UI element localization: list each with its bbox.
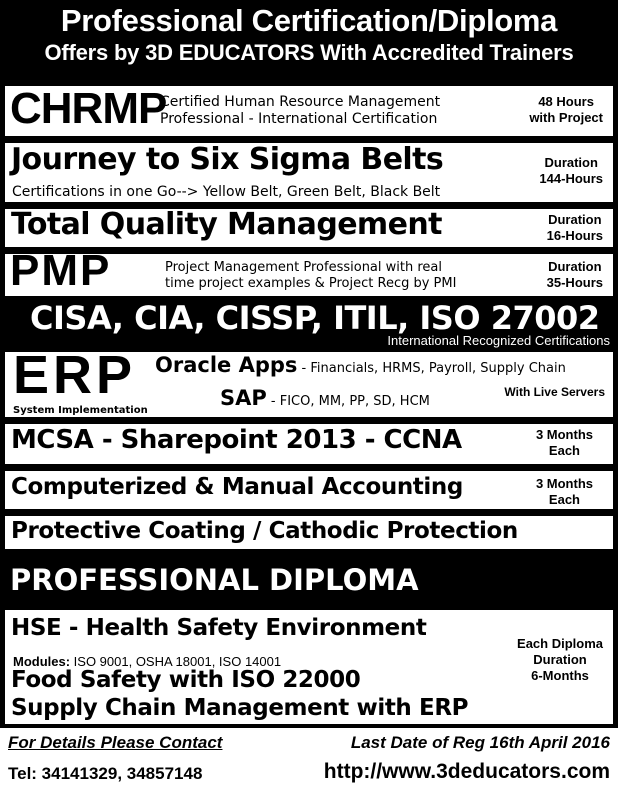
pmp-desc-line2: time project examples & Project Recg by PMI — [165, 276, 457, 291]
chrmp-desc-line1: Certified Human Resource Management — [160, 94, 441, 110]
diploma-heading-bar — [0, 554, 618, 606]
sigma-duration: Duration 144-Hours — [539, 155, 603, 186]
sap-desc: - FICO, MM, PP, SD, HCM — [266, 394, 430, 409]
erp-live-servers: With Live Servers — [504, 385, 605, 399]
sigma-desc: Certifications in one Go--> Yellow Belt, Green Belt, Black Belt — [12, 184, 441, 200]
oracle-desc: - Financials, HRMS, Payroll, Supply Chain — [297, 361, 566, 376]
supply-chain-title: Supply Chain Management with ERP — [11, 695, 469, 721]
chrmp-acronym: CHRMP — [10, 84, 167, 133]
coating-title: Protective Coating / Cathodic Protection — [11, 518, 518, 544]
course-tqm — [3, 207, 615, 249]
sap-label: SAP — [220, 386, 267, 410]
course-six-sigma — [3, 141, 615, 204]
modules-label: Modules: — [13, 654, 71, 669]
tqm-title: Total Quality Management — [11, 207, 442, 242]
phone-numbers: Tel: 34141329, 34857148 — [8, 764, 203, 783]
header — [0, 0, 618, 76]
modules-value: ISO 9001, OSHA 18001, ISO 14001 — [70, 654, 282, 669]
chrmp-duration: 48 Hours with Project — [529, 94, 603, 125]
chrmp-desc-line2: Professional - International Certification — [160, 111, 438, 127]
diploma-courses — [3, 608, 615, 726]
course-pmp — [3, 246, 615, 298]
security-certifications — [0, 298, 618, 350]
course-mcsa — [3, 422, 615, 466]
erp-oracle-row — [155, 353, 566, 378]
accounting-title: Computerized & Manual Accounting — [11, 474, 463, 500]
cisa-title: CISA, CIA, CISSP, ITIL, ISO 27002 — [30, 299, 600, 337]
page-subtitle: Offers by 3D EDUCATORS With Accredited Trainers — [44, 40, 574, 65]
mcsa-title: MCSA - Sharepoint 2013 - CCNA — [11, 425, 462, 455]
course-erp — [3, 345, 615, 419]
tqm-duration: Duration 16-Hours — [546, 212, 603, 243]
page-title: Professional Certification/Diploma — [60, 3, 558, 38]
course-chrmp — [3, 84, 615, 138]
accounting-duration: 3 Months Each — [535, 476, 593, 507]
website-link[interactable]: http://www.3deducators.com — [323, 760, 610, 783]
course-accounting — [3, 469, 615, 511]
pmp-acronym: PMP — [10, 246, 112, 295]
last-date: Last Date of Reg 16th April 2016 — [350, 733, 610, 752]
pmp-duration: Duration 35-Hours — [546, 259, 603, 290]
oracle-label: Oracle Apps — [155, 353, 298, 377]
contact-heading: For Details Please Contact — [8, 733, 223, 752]
diploma-heading: PROFESSIONAL DIPLOMA — [10, 563, 419, 597]
course-coating — [3, 514, 615, 551]
mcsa-duration: 3 Months Each — [535, 427, 593, 458]
erp-sap-row — [220, 386, 430, 411]
diploma-duration: Each Diploma Duration 6-Months — [517, 636, 603, 683]
erp-tagline: System Implementation — [13, 405, 148, 416]
hse-title: HSE - Health Safety Environment — [11, 615, 427, 641]
sigma-title: Journey to Six Sigma Belts — [11, 142, 444, 177]
erp-acronym: ERP — [13, 345, 137, 405]
pmp-desc-line1: Project Management Professional with real — [165, 260, 442, 275]
food-safety-title: Food Safety with ISO 22000 — [11, 667, 361, 693]
cisa-subtitle: International Recognized Certifications — [387, 333, 610, 348]
